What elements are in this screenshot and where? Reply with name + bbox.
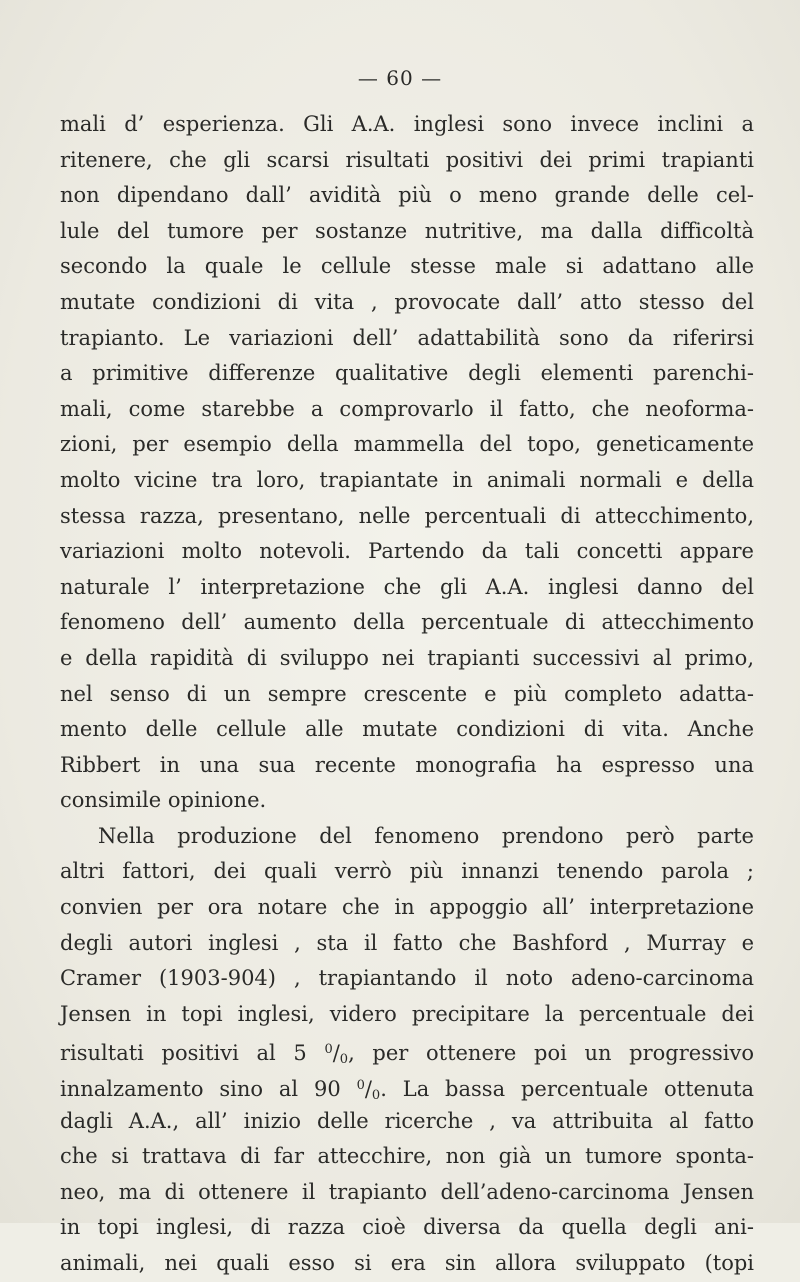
text-line: secondo la quale le cellule stesse male si adattano alle bbox=[60, 254, 754, 279]
percent-numerator: 0 bbox=[324, 1042, 333, 1058]
text-line: Cramer (1903-904) , trapiantando il noto adeno-carcinoma bbox=[60, 966, 754, 991]
percent-line-1-end: per ottenere poi un progressivo bbox=[372, 1041, 754, 1066]
page-number: — 60 — bbox=[357, 66, 443, 90]
paragraph-end-line: consimile opinione. bbox=[60, 788, 267, 813]
percent-line-2-end: La bassa percentuale ottenuta bbox=[402, 1077, 754, 1102]
percent-symbol: $^0/_0$ bbox=[356, 1077, 381, 1104]
text-line: Ribbert in una sua recente monografia ha espresso una bbox=[60, 752, 754, 777]
text-line: naturale l’ interpretazione che gli A.A. inglesi danno del bbox=[60, 574, 754, 599]
percent-line-2-start: innalzamento sino al 90 bbox=[60, 1077, 341, 1102]
text-line: non dipendano dall’ avidità più o meno grande delle cel- bbox=[60, 183, 754, 208]
percent-line-1-start: risultati positivi al 5 bbox=[60, 1041, 307, 1066]
text-line: mutate condizioni di vita , provocate dall’ atto stesso del bbox=[60, 289, 754, 314]
percent-line-2 bbox=[60, 1068, 754, 1104]
text-line: nel senso di un sempre crescente e più completo adatta- bbox=[60, 681, 754, 706]
text-line: a primitive differenze qualitative degli elementi parenchi- bbox=[60, 361, 754, 386]
text-line: che si trattava di far attecchire, non già un tumore sponta- bbox=[60, 1144, 754, 1169]
text-line: degli autori inglesi , sta il fatto che Bashford , Murray e bbox=[60, 930, 754, 955]
text-line: trapianto. Le variazioni dell’ adattabilità sono da riferirsi bbox=[60, 325, 754, 350]
text-line: molto vicine tra loro, trapiantate in animali normali e della bbox=[60, 467, 754, 492]
text-line: zioni, per esempio della mammella del topo, geneticamente bbox=[60, 432, 754, 457]
percent-numerator: 0 bbox=[356, 1078, 365, 1094]
percent-separator: , bbox=[348, 1041, 355, 1066]
paragraph-start-line: Nella produzione del fenomeno prendono però parte bbox=[98, 823, 754, 848]
text-line: mali d’ esperienza. Gli A.A. inglesi sono invece inclini a bbox=[60, 112, 754, 136]
percent-separator: . bbox=[380, 1077, 387, 1102]
text-line: neo, ma di ottenere il trapianto dell’adeno-carcinoma Jensen bbox=[60, 1179, 754, 1204]
percent-denominator: 0 bbox=[339, 1052, 349, 1068]
body-text bbox=[60, 107, 754, 1282]
text-line: convien per ora notare che in appoggio all’ interpretazione bbox=[60, 895, 754, 920]
percent-denominator: 0 bbox=[371, 1088, 381, 1104]
text-line: variazioni molto notevoli. Partendo da tali concetti appare bbox=[60, 539, 754, 564]
text-line: lule del tumore per sostanze nutritive, ma dalla difficoltà bbox=[60, 218, 754, 243]
text-line: stessa razza, presentano, nelle percentuali di attecchimento, bbox=[60, 503, 754, 528]
text-line: dagli A.A., all’ inizio delle ricerche , va attribuita al fatto bbox=[60, 1108, 754, 1133]
percent-line-1 bbox=[60, 1032, 754, 1068]
text-line: ritenere, che gli scarsi risultati positivi dei primi trapianti bbox=[60, 147, 754, 172]
text-line: in topi inglesi, di razza cioè diversa da quella degli ani- bbox=[60, 1215, 754, 1240]
text-line: altri fattori, dei quali verrò più innanzi tenendo parola ; bbox=[60, 859, 754, 884]
text-line: Jensen in topi inglesi, videro precipitare la percentuale dei bbox=[60, 1001, 754, 1026]
text-line: mali, come starebbe a comprovarlo il fatto, che neoforma- bbox=[60, 396, 754, 421]
text-line: e della rapidità di sviluppo nei trapianti successivi al primo, bbox=[60, 645, 754, 670]
text-line: mento delle cellule alle mutate condizioni di vita. Anche bbox=[60, 717, 754, 742]
text-line: animali, nei quali esso si era sin allora sviluppato (topi bbox=[60, 1251, 754, 1275]
percent-symbol: $^0/_0$ bbox=[324, 1041, 349, 1068]
text-line: fenomeno dell’ aumento della percentuale di attecchimento bbox=[60, 610, 754, 635]
